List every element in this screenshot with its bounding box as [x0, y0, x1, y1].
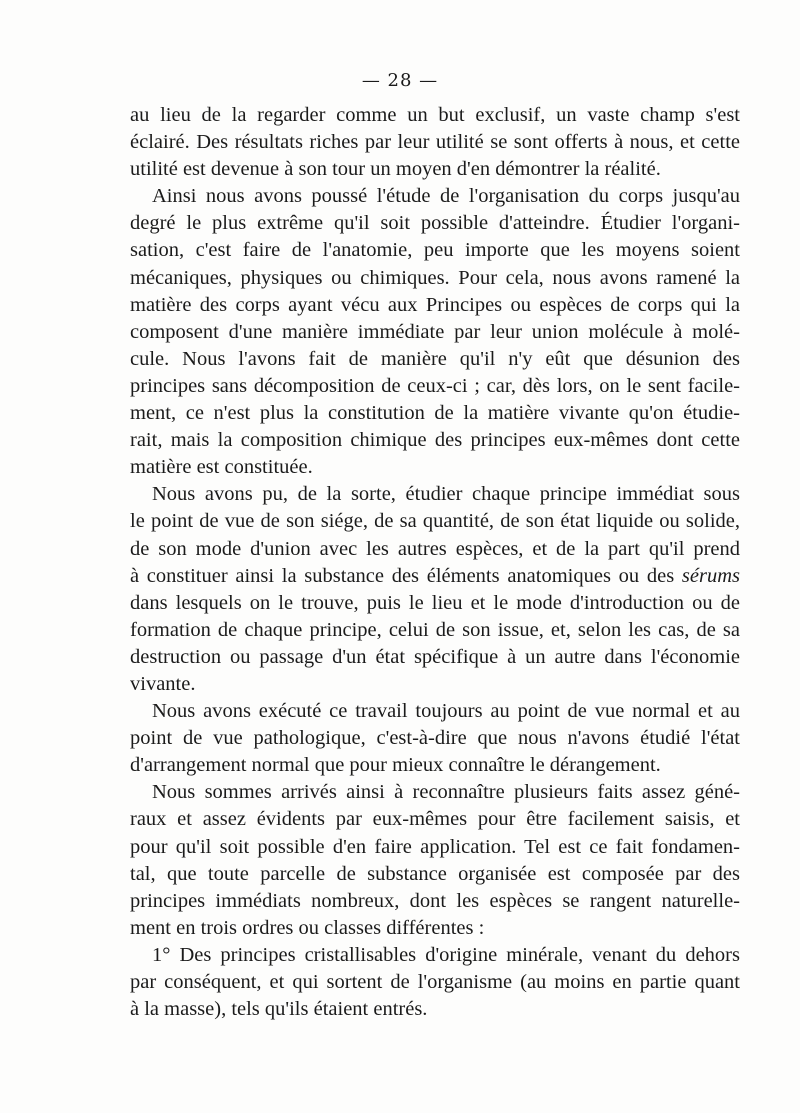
- text-line: tal, que toute parcelle de substance organisée est composée par des: [130, 862, 740, 885]
- text-line: de son mode d'union avec les autres espèces, et de la part qu'il prend: [130, 537, 740, 560]
- text-line: principes immédiats nombreux, dont les espèces se rangent naturelle-: [130, 889, 740, 912]
- text-line: destruction ou passage d'un état spécifique à un autre dans l'économie: [130, 645, 740, 668]
- text-line: degré le plus extrême qu'il soit possible d'atteindre. Étudier l'organi-: [130, 212, 740, 235]
- text-line: par conséquent, et qui sortent de l'organisme (au moins en partie quant: [130, 971, 740, 993]
- text-line: sation, c'est faire de l'anatomie, peu importe que les moyens soient: [130, 239, 740, 262]
- text-line: utilité est devenue à son tour un moyen d'en démontrer la réalité.: [130, 158, 661, 181]
- text-line: Nous avons pu, de la sorte, étudier chaque principe immédiat sous: [152, 483, 740, 506]
- text-line: 1° Des principes cristallisables d'origine minérale, venant du dehors: [152, 943, 740, 966]
- text-line: point de vue pathologique, c'est-à-dire que nous n'avons étudié l'état: [130, 727, 740, 750]
- text-line: éclairé. Des résultats riches par leur utilité se sont offerts à nous, et cette: [130, 131, 740, 154]
- body-text: [130, 102, 740, 1023]
- text-line: mécaniques, physiques ou chimiques. Pour cela, nous avons ramené la: [130, 266, 740, 289]
- text-line: matière est constituée.: [130, 456, 313, 479]
- text-line: rait, mais la composition chimique des principes eux-mêmes dont cette: [130, 429, 740, 452]
- text-line: ment en trois ordres ou classes différentes :: [130, 916, 485, 939]
- text-line: raux et assez évidents par eux-mêmes pour être facilement saisis, et: [130, 808, 740, 831]
- text-line: dans lesquels on le trouve, puis le lieu et le mode d'introduction ou de: [130, 591, 740, 614]
- text-line: d'arrangement normal que pour mieux connaître le dérangement.: [130, 754, 661, 777]
- text-line: Nous avons exécuté ce travail toujours au point de vue normal et au: [152, 700, 740, 723]
- text-line: matière des corps ayant vécu aux Principes ou espèces de corps qui la: [130, 293, 740, 316]
- text-line: cule. Nous l'avons fait de manière qu'il n'y eût que désunion des: [130, 347, 740, 370]
- text-line: ment, ce n'est plus la constitution de la matière vivante qu'on étudie-: [130, 402, 740, 425]
- text-line: formation de chaque principe, celui de son issue, et, selon les cas, de sa: [130, 618, 740, 641]
- text-line: pour qu'il soit possible d'en faire application. Tel est ce fait fondamen-: [130, 835, 740, 858]
- text-line: Ainsi nous avons poussé l'étude de l'organisation du corps jusqu'au: [152, 185, 740, 208]
- text-line: vivante.: [130, 672, 196, 695]
- text-line: principes sans décomposition de ceux-ci ; car, dès lors, on le sent facile-: [130, 374, 740, 397]
- page-number: — 28 —: [361, 70, 439, 91]
- text-line: le point de vue de son siége, de sa quantité, de son état liquide ou solide,: [130, 510, 740, 533]
- text-line: au lieu de la regarder comme un but exclusif, un vaste champ s'est: [130, 104, 740, 126]
- text-line: à la masse), tels qu'ils étaient entrés.: [130, 998, 428, 1021]
- text-line: Nous sommes arrivés ainsi à reconnaître plusieurs faits assez géné-: [152, 781, 740, 804]
- text-line: à constituer ainsi la substance des éléments anatomiques ou des sérums: [130, 564, 740, 587]
- emphasized-word: sérums: [681, 564, 740, 587]
- text-line: composent d'une manière immédiate par leur union molécule à molé-: [130, 320, 740, 343]
